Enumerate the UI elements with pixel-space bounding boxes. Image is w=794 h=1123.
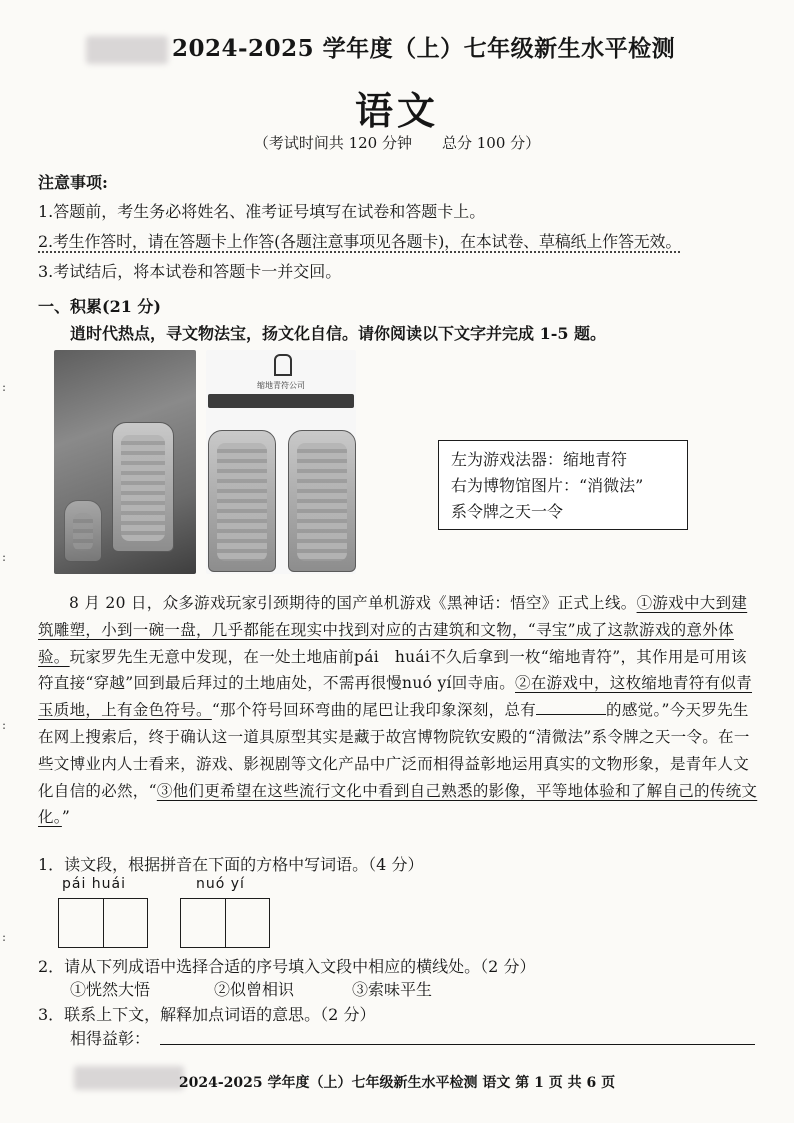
- passage-sentence-1: ①游戏中大到建筑雕塑，小到一碗一盘，几乎都能在现实中找到对应的古建筑和文物，“寻宝”成了这款游戏的意外体验。: [38, 594, 748, 666]
- note-item-3: 3.考试结后，将本试卷和答题卡一并交回。: [38, 262, 342, 281]
- museum-tablet-left: [208, 430, 276, 572]
- answer-cell[interactable]: [59, 899, 103, 947]
- game-screen-title: 缩地青符公司: [257, 381, 305, 390]
- pinyin-1: pái huái: [62, 876, 127, 892]
- question-3: 3．联系上下文，解释加点词语的意思。（2 分）: [38, 1005, 376, 1024]
- page-footer: 2024-2025 学年度（上）七年级新生水平检测 语文 第 1 页 共 6 页: [178, 1075, 616, 1091]
- answer-grid-1: [58, 898, 148, 948]
- option-1: ①恍然大悟: [70, 980, 151, 999]
- passage-text-5: ”: [61, 808, 71, 827]
- note-item-1: 1.答题前，考生务必将姓名、准考证号填写在试卷和答题卡上。: [38, 202, 486, 221]
- question-2: 2．请从下列成语中选择合适的序号填入文段中相应的横线处。（2 分）: [38, 957, 536, 976]
- margin-mark: :: [2, 380, 7, 394]
- passage-text-2: 玩家罗先生无意中发现，在一处土地庙前pái huái不久后拿到一枚“缩地青符”，其作用是可用该符直接“穿越”回到最后拜过的土地庙处，不需再很慢nuó yí回寺庙。: [38, 647, 747, 693]
- answer-cell[interactable]: [225, 899, 269, 947]
- subject-title: 语文: [354, 88, 439, 133]
- game-screen-bar: [208, 394, 354, 408]
- section-intro: 逍时代热点，寻文物法宝，扬文化自信。请你阅读以下文字并完成 1-5 题。: [70, 324, 607, 343]
- caption-line-2: 右为博物馆图片：“消微法”: [451, 476, 644, 495]
- passage-sentence-3: ③他们更希望在这些流行文化中看到自己熟悉的影像，平等地体验和了解自己的传统文化。: [38, 781, 758, 827]
- passage-text-1: 8 月 20 日，众多游戏玩家引颈期待的国产单机游戏《黑神话：悟空》正式上线。: [69, 594, 637, 612]
- margin-mark: :: [2, 550, 7, 564]
- passage: [38, 590, 758, 831]
- museum-logo-icon: [274, 354, 292, 376]
- page-title: 2024-2025 学年度（上）七年级新生水平检测: [172, 35, 676, 62]
- game-tablet-graphic-left: [64, 500, 102, 562]
- margin-mark: :: [2, 930, 7, 944]
- game-tablet-graphic: [112, 422, 174, 552]
- option-3: ③索味平生: [352, 980, 433, 999]
- figure-caption-box: [438, 440, 688, 530]
- option-2: ②似曾相识: [214, 980, 295, 999]
- answer-cell[interactable]: [181, 899, 225, 947]
- margin-mark: :: [2, 718, 7, 732]
- passage-blank[interactable]: [536, 700, 606, 715]
- pinyin-2: nuó yí: [196, 876, 245, 892]
- caption-line-1: 左为游戏法器：缩地青符: [451, 450, 628, 469]
- question-3-label: 相得益彰：: [70, 1029, 151, 1048]
- passage-text-3: “那个符号回环弯曲的尾巴让我印象深刻，总有: [211, 701, 537, 720]
- passage-text-4: 的感觉。”今天罗先生在网上搜索后，终于确认这一道具原型其实是藏于故宫博物院钦安殿的“清微法”系令牌之天一令。在一些文博业内人士看来，游戏、影视剧等文化产品中广泛而相得益彰地运用真实的文物形象，是青年人文化自信的必然，“: [38, 701, 750, 800]
- museum-tablet-right: [288, 430, 356, 572]
- note-item-2: 2.考生作答时，请在答题卡上作答(各题注意事项见各题卡)，在本试卷、草稿纸上作答无效。: [38, 232, 682, 251]
- notes-heading: 注意事项:: [38, 173, 108, 192]
- answer-grid-2: [180, 898, 270, 948]
- answer-line[interactable]: [160, 1044, 755, 1045]
- game-photo: [54, 350, 196, 574]
- passage-sentence-2: ②在游戏中，这枚缩地青符有似青玉质地，上有金色符号。: [38, 674, 753, 720]
- section-heading: 一、积累(21 分): [38, 297, 161, 316]
- exam-info: （考试时间共 120 分钟 总分 100 分）: [253, 134, 541, 152]
- redacted-school-name: [86, 36, 168, 64]
- answer-cell[interactable]: [103, 899, 147, 947]
- question-1: 1．读文段，根据拼音在下面的方格中写词语。（4 分）: [38, 855, 424, 874]
- museum-photo: [206, 350, 356, 574]
- caption-line-3: 系令牌之天一令: [451, 502, 564, 521]
